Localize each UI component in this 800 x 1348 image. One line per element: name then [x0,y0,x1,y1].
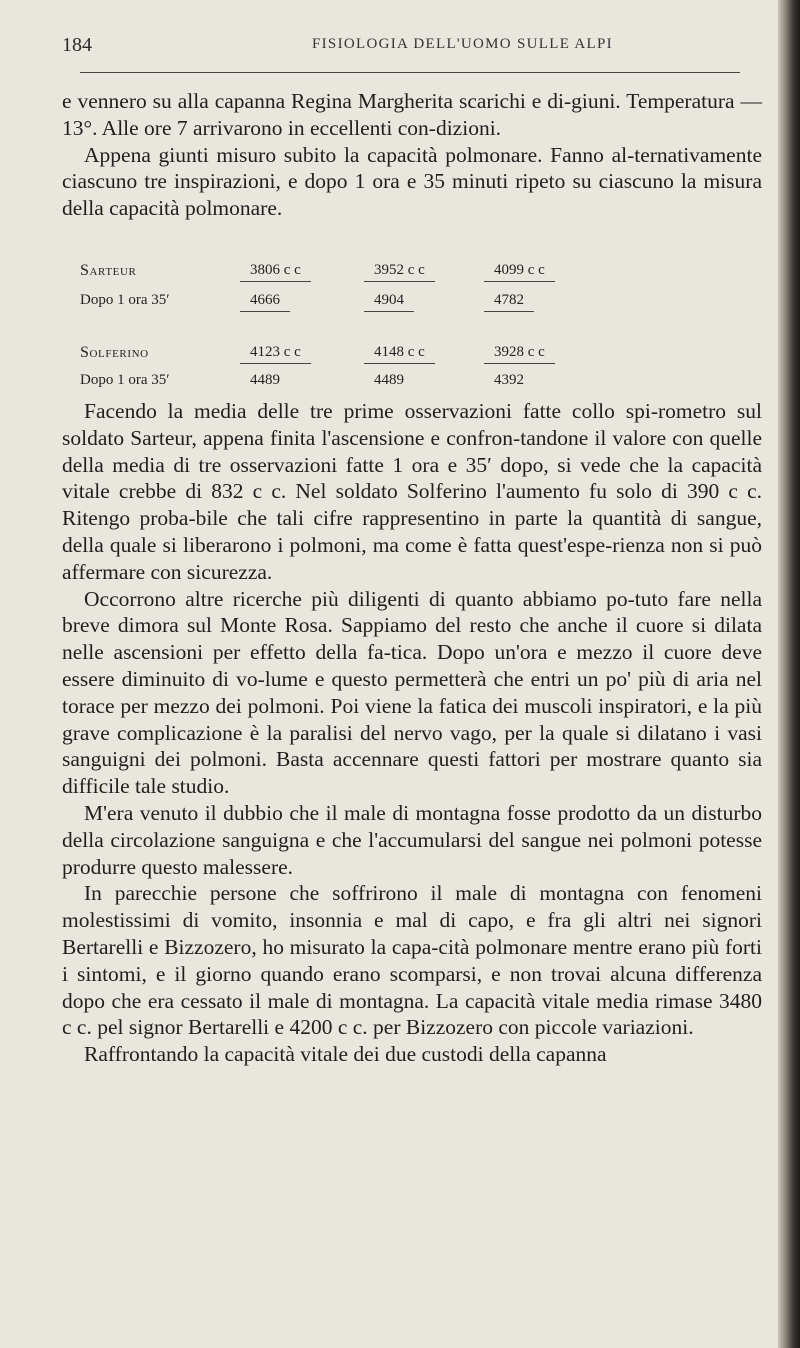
table-cell: 3806 c c [240,262,311,282]
table-row [80,344,680,366]
row-label: Dopo 1 ora 35′ [80,372,170,388]
text-block-bottom [62,398,762,1068]
page-header [62,30,752,60]
table-row [80,262,680,284]
table-cell: 4123 c c [240,344,311,364]
table-cell: 4489 [250,372,280,388]
paragraph: In parecchie persone che soffrirono il male di montagna con fenomeni molestissimi di vomito, insonnia e mal di capo, e fra gli altri nei signori Bertarelli e Bizzozero, ho misurato la capa-cità polmonare mentre erano più forti i sintomi, e il giorno quando erano scomparsi, e non trovai alcuna differenza dopo che era cessato il male di montagna. La capacità vitale media rimase 3480 c c. pel signor Bertarelli e 4200 c c. per Bizzozero con piccole variazioni. [62,881,762,1040]
running-title: FISIOLOGIA DELL'UOMO SULLE ALPI [312,36,613,52]
table-cell: 4392 [494,372,524,388]
table-cell: 3952 c c [364,262,435,282]
paragraph: e vennero su alla capanna Regina Margherita scarichi e di-giuni. Temperatura —13°. Alle ore 7 arrivarono in eccellenti con-dizioni. [62,89,762,140]
page-edge-shadow [778,0,800,1348]
row-label: Sarteur [80,262,137,279]
paragraph: Facendo la media delle tre prime osservazioni fatte collo spi-rometro sul soldato Sarteur, appena finita l'ascensione e confron-tandone il valore con quelle della media di tre osservazioni fatte 1 ora e 35′ dopo, si vede che la capacità vitale crebbe di 832 c c. Nel soldato Solferino l'aumento fu solo di 390 c c. Ritengo proba-bile che tali cifre rappresentino in parte la quantità di sangue, della quale si liberarono i polmoni, ma come è fatta quest'espe-rienza non si può affermare con sicurezza. [62,399,762,584]
text-block-top [62,88,762,222]
table-cell: 3928 c c [484,344,555,364]
table-cell: 4489 [374,372,404,388]
row-label: Dopo 1 ora 35′ [80,292,170,308]
table-row [80,372,680,394]
paragraph: Raffrontando la capacità vitale dei due custodi della capanna [84,1042,607,1067]
paragraph: Appena giunti misuro subito la capacità polmonare. Fanno al-ternativamente ciascuno tre inspirazioni, e dopo 1 ora e 35 minuti ripeto su ciascuno la misura della capacità polmonare. [62,142,762,221]
row-label: Solferino [80,344,149,361]
paragraph: Occorrono altre ricerche più diligenti di quanto abbiamo po-tuto fare nella breve dimora sul Monte Rosa. Sappiamo del resto che anche il cuore si dilata nelle ascensioni per effetto della fa-tica. Dopo un'ora e mezzo il cuore deve essere diminuito di vo-lume e questo permetterà che entri un po' più di aria nel torace per mezzo dei polmoni. Poi viene la fatica dei muscoli inspiratori, e la più grave complicazione è la paralisi del nervo vago, per la quale si dilatano i vasi sanguigni dei polmoni. Basta accennare questi fattori per mostrare quanto sia difficile tale studio. [62,586,762,799]
table-cell: 4099 c c [484,262,555,282]
page-number: 184 [62,34,92,56]
table-cell: 4666 [240,292,290,312]
table-cell: 4904 [364,292,414,312]
table-cell: 4782 [484,292,534,312]
paragraph: M'era venuto il dubbio che il male di montagna fosse prodotto da un disturbo della circolazione sanguigna e che l'accumularsi del sangue nei polmoni potesse produrre questo malessere. [62,800,762,879]
table-cell: 4148 c c [364,344,435,364]
header-rule [80,72,740,73]
table-row [80,292,680,314]
